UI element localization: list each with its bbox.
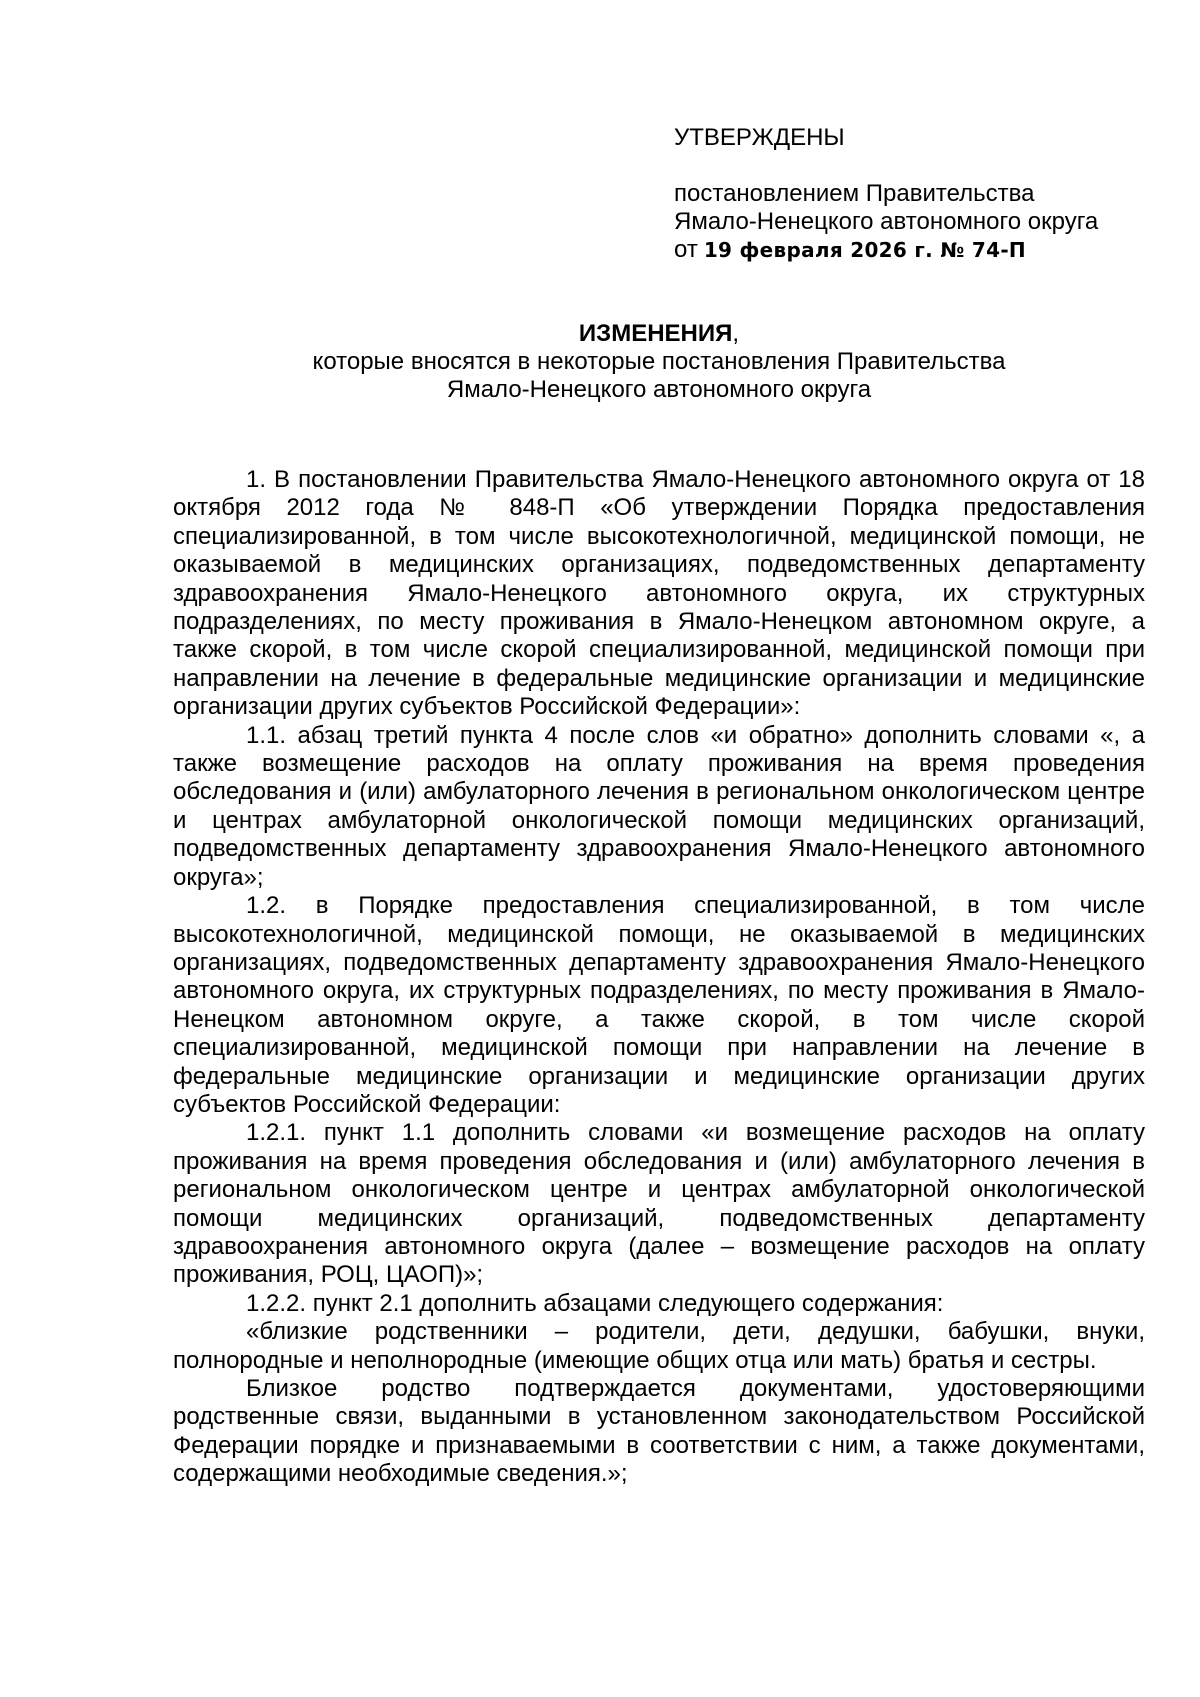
paragraph-1-2-1: 1.2.1. пункт 1.1 дополнить словами «и возмещение расходов на оплату проживания на время проведения обследования и (или) амбулаторного лечения в региональном онкологическом центре и центрах амбулаторной онкологической помощи медицинских организаций, подведомственных департаменту здравоохранения автономного округа (далее – возмещение расходов на оплату проживания, РОЦ, ЦАОП)»; — [173, 1119, 1145, 1289]
paragraph-1-2-2: 1.2.2. пункт 2.1 дополнить абзацами следующего содержания: — [246, 1289, 944, 1317]
document-body — [173, 466, 1145, 1489]
document-title-suffix: , — [732, 320, 740, 347]
document-subtitle-line-1: которые вносятся в некоторые постановления Правительства — [312, 348, 1006, 375]
document-subtitle-line-2: Ямало-Ненецкого автономного округа — [446, 376, 872, 403]
paragraph-1-1: 1.1. абзац третий пункта 4 после слов «и обратно» дополнить словами «, а также возмещение расходов на оплату проживания на время проведения обследования и (или) амбулаторного лечения в региональном онкологическом центре и центрах амбулаторной онкологической помощи медицинских организаций, подведомственных департаменту здравоохранения Ямало-Ненецкого автономного округа»; — [173, 721, 1145, 891]
paragraph-quote-relatives: «близкие родственники – родители, дети, дедушки, бабушки, внуки, полнородные и неполнородные (имеющие общих отца или мать) братья и сестры. — [173, 1318, 1145, 1374]
approval-date-stamp: 19 февраля 2026 г. № 74-П — [703, 238, 1026, 262]
document-title-line — [173, 320, 1145, 348]
paragraph-1-2: 1.2. в Порядке предоставления специализированной, в том числе высокотехнологичной, медицинской помощи, не оказываемой в медицинских организациях, подведомственных департаменту здравоохранения Ямало-Ненецкого автономного округа, их структурных подразделениях, по месту проживания в Ямало-Ненецком автономном округе, а также скорой, в том числе скорой специализированной, медицинской помощи при направлении на лечение в федеральные медицинские организации и медицинские организации других субъектов Российской Федерации: — [173, 892, 1145, 1118]
approval-from-prefix: от — [674, 236, 698, 263]
approval-block — [674, 124, 1154, 264]
document-title: ИЗМЕНЕНИЯ — [578, 320, 733, 347]
approval-line-2: Ямало-Ненецкого автономного округа — [674, 208, 1099, 235]
document-heading — [173, 320, 1145, 404]
approval-date-line — [674, 236, 1154, 264]
paragraph-1: 1. В постановлении Правительства Ямало-Ненецкого автономного округа от 18 октября 2012 года № 848-П «Об утверждении Порядка предоставления специализированной, в том числе высокотехнологичной, медицинской помощи, не оказываемой в медицинских организациях, подведомственных департаменту здравоохранения Ямало-Ненецкого автономного округа, их структурных подразделениях, по месту проживания в Ямало-Ненецком автономном округе, а также скорой, в том числе скорой специализированной, медицинской помощи при направлении на лечение в федеральные медицинские организации и медицинские организации других субъектов Российской Федерации»: — [173, 466, 1145, 721]
paragraph-quote-kinship-proof: Близкое родство подтверждается документами, удостоверяющими родственные связи, выданными в установленном законодательством Российской Федерации порядке и признаваемыми в соответствии с ним, а также документами, содержащими необходимые сведения.»; — [173, 1375, 1145, 1488]
approval-heading: УТВЕРЖДЕНЫ — [674, 124, 845, 151]
approval-line-1: постановлением Правительства — [674, 180, 1035, 207]
